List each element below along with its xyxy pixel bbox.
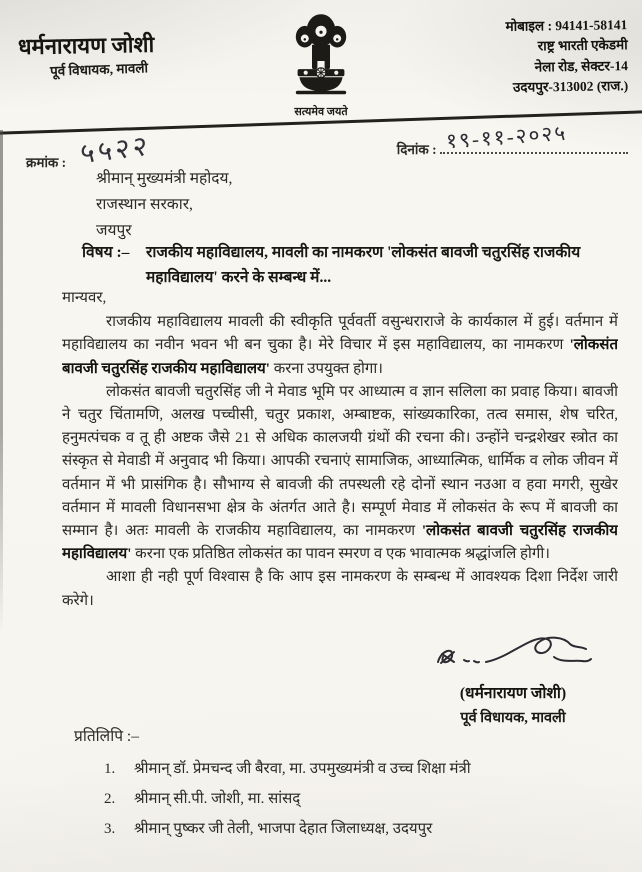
copy-item-3-number: 3. bbox=[104, 821, 116, 837]
paragraph-1-quoted-name: 'लोकसंत बावजी चतुरसिंह राजकीय महाविद्यालय' bbox=[62, 337, 618, 377]
subject-text: राजकीय महाविद्यालय, मावली का नामकरण 'लोकसंत बावजी चतुरसिंह राजकीय महाविद्यालय' करने के सम्बन्ध में... bbox=[146, 244, 581, 286]
page-edge-shadow bbox=[0, 130, 3, 635]
copy-item-1-text: श्रीमान् डॉ. प्रेमचन्द जी बैरवा, मा. उपमुख्यमंत्री व उच्च शिक्षा मंत्री bbox=[134, 761, 471, 777]
letterhead-name: धर्मनारायण जोशी bbox=[17, 31, 155, 60]
salutation: मान्यवर, bbox=[62, 290, 107, 306]
contact-mobile: मोबाइल : 94141-58141 bbox=[505, 17, 628, 34]
date-dotted-line bbox=[440, 120, 628, 154]
paragraph-2 bbox=[62, 381, 618, 567]
letterhead-contact-block bbox=[506, 15, 629, 98]
copy-item-3-text: श्रीमान् पुष्कर जी तेली, भाजपा देहात जिलाध्यक्ष, उदयपुर bbox=[134, 821, 433, 837]
subject-label: विषय :– bbox=[82, 244, 130, 261]
contact-city: उदयपुर-313002 (राज.) bbox=[512, 77, 629, 95]
signatory-name: (धर्मनारायण जोशी) bbox=[459, 685, 567, 702]
paragraph-1-text: राजकीय महाविद्यालय मावली की स्वीकृति पूर्ववर्ती वसुन्धराराजे के कार्यकाल में हुई। वर्तमान में महाविद्यालय का नवीन भवन भी बन चुका है। मेरे विचार में इस महाविद्यालय, का नामकरण bbox=[62, 314, 618, 354]
paragraph-3: आशा ही नही पूर्ण विश्वास है कि आप इस नामकरण के सम्बन्ध में आवश्यक दिशा निर्देश जारी करेगे। bbox=[62, 569, 618, 609]
letterhead-title: पूर्व विधायक, मावली bbox=[49, 60, 149, 79]
letter-body bbox=[62, 287, 618, 647]
date-label: दिनांक : bbox=[396, 142, 437, 157]
recipient-line-3: जयपुर bbox=[96, 222, 132, 239]
contact-academy: राष्ट्र भारती एकेडमी bbox=[537, 37, 628, 54]
copy-item-2-number: 2. bbox=[104, 791, 116, 807]
copy-item-1-number: 1. bbox=[104, 761, 116, 777]
copy-item-3 bbox=[74, 814, 624, 844]
contact-street: नेला रोड, सेक्टर-14 bbox=[534, 57, 629, 74]
recipient-line-1: श्रीमान् मुख्यमंत्री महोदय, bbox=[96, 170, 233, 187]
ashoka-emblem bbox=[284, 6, 358, 119]
paragraph-1-tail: करना उपयुक्त होगा। bbox=[269, 360, 383, 377]
date-handwritten: १९-११-२०२५ bbox=[445, 120, 569, 154]
signatory-title: पूर्व विधायक, मावली bbox=[460, 710, 566, 726]
copies-label: प्रतिलिपि :– bbox=[74, 728, 139, 745]
paragraph-2-quoted-name: 'लोकसंत बावजी चतुरसिंह राजकीय महाविद्यालय' bbox=[62, 523, 618, 563]
paragraph-2-tail: करना एक प्रतिष्ठित लोकसंत का पावन स्मरण व एक भावात्मक श्रद्धांजलि होगी। bbox=[131, 546, 550, 563]
copy-item-2-text: श्रीमान् सी.पी. जोशी, मा. सांसद् bbox=[134, 791, 301, 807]
copy-item-1 bbox=[74, 754, 624, 784]
signature-block bbox=[408, 630, 618, 727]
paragraph-1 bbox=[62, 311, 618, 381]
paragraph-2-text: लोकसंत बावजी चतुरसिंह जी ने मेवाड भूमि पर आध्यात्म व ज्ञान सलिला का प्रवाह किया। बावजी ने चतुर चिंतामणि, अलख पच्चीसी, चतुर प्रकाश, अम्बाष्टक, सांख्यकारिका, तत्व समास, शेष चरित, हनुमत्पंचक व तू ही अष्टक जैसे 21 से अधिक कालजयी ग्रंथों की रचना की। उन्होंने चन्द्रशेखर स्त्रोत का संस्कृत से मेवाडी में अनुवाद भी किया। आपकी रचनाएं सामाजिक, आध्यात्मिक, धार्मिक व लोक जीवन में वर्तमान में भी प्रासंगिक है। सौभाग्य से बावजी की तपस्थली रहे दोनों स्थान नउआ व हवा मगरी, सुखेर वर्तमान में मावली विधानसभा क्षेत्र के अंतर्गत आते है। सम्पूर्ण मेवाड में लोकसंत के रूप में बावजी का सम्मान है। अतः मावली के राजकीय महाविद्यालय, का नामकरण bbox=[62, 383, 618, 540]
serial-number-label: क्रमांक : bbox=[26, 155, 67, 170]
emblem-caption: सत्यमेव जयते bbox=[294, 106, 348, 118]
serial-number-handwritten: ५५२२ bbox=[79, 130, 151, 171]
recipient-block bbox=[96, 166, 232, 244]
subject-row bbox=[82, 240, 616, 290]
recipient-line-2: राजस्थान सरकार, bbox=[96, 196, 193, 213]
copies-section bbox=[74, 724, 624, 844]
ashoka-lion-capital-icon bbox=[285, 85, 357, 102]
signature-scribble-icon bbox=[408, 630, 618, 679]
date-row bbox=[396, 120, 628, 158]
copy-item-2 bbox=[74, 784, 624, 814]
